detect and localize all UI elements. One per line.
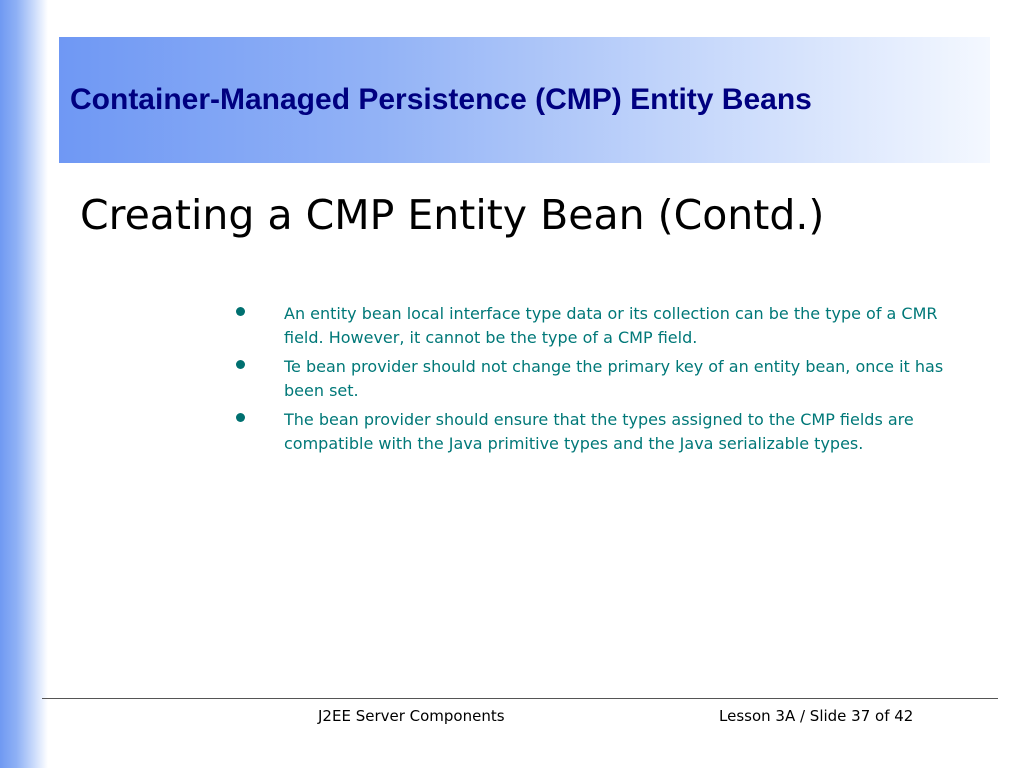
bullet-dot-icon [236, 360, 245, 369]
bullet-text: Te bean provider should not change the primary key of an entity bean, once it has been set. [284, 357, 944, 400]
bullet-item [234, 302, 964, 350]
bullet-item [234, 408, 964, 456]
bullet-dot-icon [236, 413, 245, 422]
bullet-item [234, 355, 964, 403]
left-gradient-bar [0, 0, 48, 768]
bullet-text: The bean provider should ensure that the types assigned to the CMP fields are compatible with the Java primitive types and the Java serializable types. [284, 410, 914, 453]
footer-course-name: J2EE Server Components [318, 707, 505, 725]
slide-title: Creating a CMP Entity Bean (Contd.) [80, 191, 825, 239]
bullet-list [234, 302, 964, 461]
footer-slide-number: Lesson 3A / Slide 37 of 42 [719, 707, 914, 725]
header-title: Container-Managed Persistence (CMP) Entity Beans [70, 83, 812, 116]
bullet-dot-icon [236, 307, 245, 316]
bullet-text: An entity bean local interface type data or its collection can be the type of a CMR field. However, it cannot be the type of a CMP field. [284, 304, 938, 347]
footer-divider [42, 698, 998, 699]
